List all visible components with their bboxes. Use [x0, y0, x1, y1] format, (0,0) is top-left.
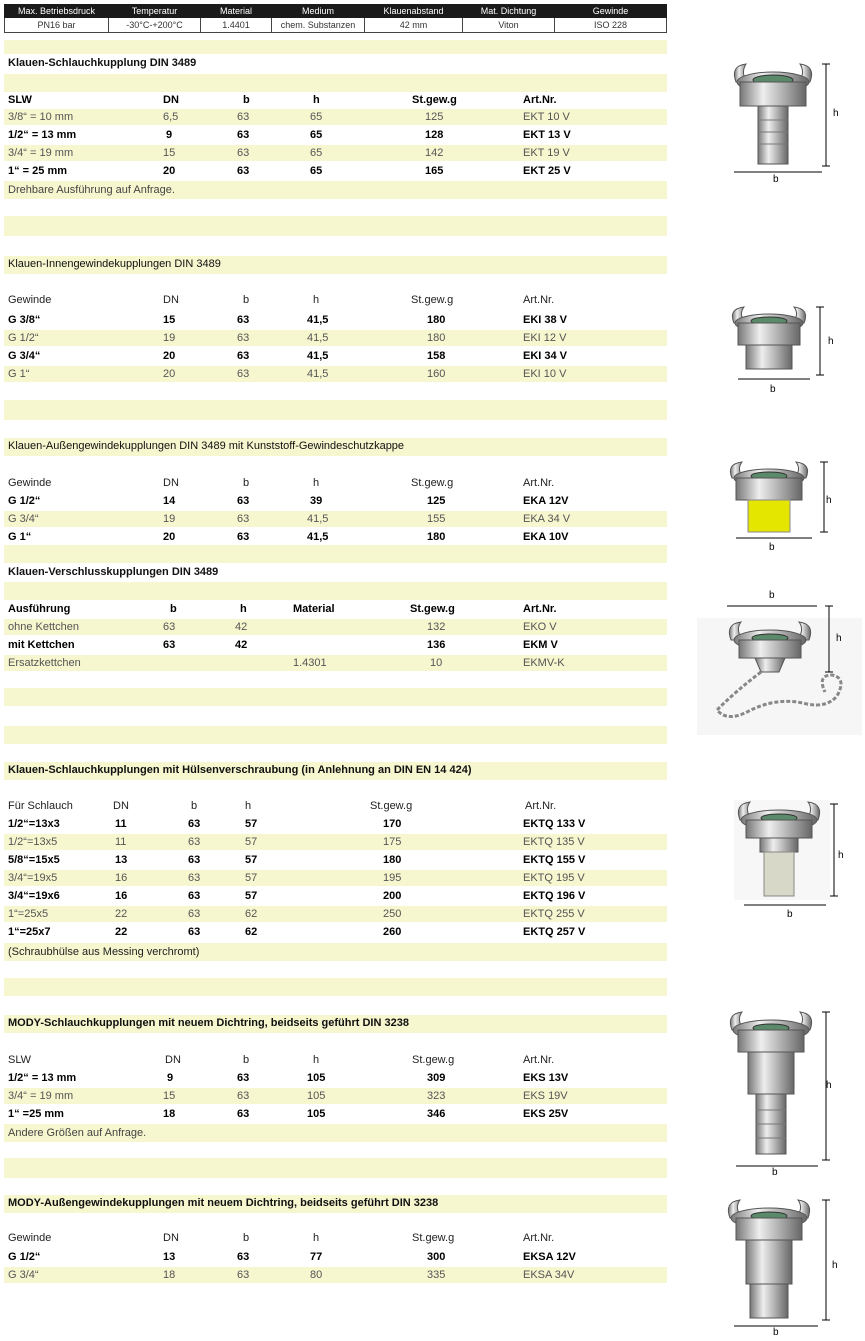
val-pressure: PN16 bar	[5, 18, 109, 33]
header-cell: Gewinde	[8, 294, 52, 306]
cell: 18	[163, 1269, 176, 1281]
header-cell: h	[245, 800, 252, 812]
cell: 1“=25x5	[8, 908, 49, 920]
cell: 158	[427, 350, 446, 362]
col-thread: Gewinde	[555, 5, 667, 18]
cell: 132	[427, 621, 446, 633]
cell: 3/4“ = 19 mm	[8, 147, 74, 159]
section-title: Klauen-Schlauchkupplung DIN 3489	[8, 57, 197, 69]
cell: EKSA 12V	[523, 1251, 576, 1263]
header-cell: SLW	[8, 94, 32, 106]
cell: 136	[427, 639, 446, 651]
cell: 105	[307, 1090, 326, 1102]
header-cell: DN	[163, 1232, 179, 1244]
col-seal-material: Mat. Dichtung	[463, 5, 555, 18]
col-medium: Medium	[272, 5, 365, 18]
header-cell: St.gew.g	[411, 294, 454, 306]
cell: 63	[237, 129, 250, 141]
cell: EKI 34 V	[523, 350, 568, 362]
cell: 300	[427, 1251, 446, 1263]
band	[4, 545, 667, 563]
cell: 160	[427, 368, 446, 380]
cell: 16	[115, 890, 128, 902]
cell: 11	[115, 818, 127, 830]
cell: 9	[167, 1072, 174, 1084]
spec-header-values	[5, 18, 667, 33]
band	[4, 978, 667, 996]
header-cell: b	[243, 1232, 250, 1244]
band	[4, 74, 667, 92]
cell: EKS 13V	[523, 1072, 569, 1084]
cell: 63	[237, 1090, 250, 1102]
cell: EKS 25V	[523, 1108, 569, 1120]
header-cell: DN	[163, 94, 179, 106]
cell: 180	[427, 314, 446, 326]
header-cell: Art.Nr.	[523, 94, 557, 106]
cell: EKMV-K	[523, 657, 565, 669]
cell: 1/2“ = 13 mm	[8, 1072, 77, 1084]
cell: 63	[237, 147, 250, 159]
cell: 65	[310, 165, 323, 177]
section-title: Klauen-Außengewindekupplungen DIN 3489 mit Kunststoff-Gewindeschutzkappe	[8, 440, 405, 452]
cell: 3/4“ = 19 mm	[8, 1090, 74, 1102]
cell: 63	[237, 350, 250, 362]
col-temperature: Temperatur	[109, 5, 201, 18]
cell: 42	[235, 639, 248, 651]
cell: EKTQ 195 V	[523, 872, 585, 884]
cell: 39	[310, 495, 323, 507]
val-material: 1.4401	[201, 18, 272, 33]
height-label: h	[826, 495, 832, 506]
val-temperature: -30°C-+200°C	[109, 18, 201, 33]
cell: 41,5	[307, 350, 329, 362]
cell: EKI 10 V	[523, 368, 567, 380]
header-cell: h	[313, 294, 320, 306]
cell: 105	[307, 1108, 326, 1120]
cell: 200	[383, 890, 402, 902]
band	[4, 1158, 667, 1178]
cell: 63	[237, 1108, 250, 1120]
cell: 62	[245, 926, 258, 938]
cell: 80	[310, 1269, 323, 1281]
section-title: Klauen-Schlauchkupplungen mit Hülsenverschraubung (in Anlehnung an DIN EN 14 424)	[8, 764, 472, 776]
cell: 65	[310, 129, 323, 141]
height-label: h	[826, 1080, 832, 1091]
cell: 180	[383, 854, 402, 866]
cell: 63	[237, 332, 250, 344]
claw-internal-thread-coupling-image	[724, 305, 834, 385]
cell: 1“ = 25 mm	[8, 165, 68, 177]
height-label: h	[832, 1260, 838, 1271]
header-cell: SLW	[8, 1054, 32, 1066]
cell: 15	[163, 1090, 176, 1102]
header-cell: St.gew.g	[411, 477, 454, 489]
cell: 1/2“=13x3	[8, 818, 60, 830]
cell: 57	[245, 890, 258, 902]
header-cell: b	[243, 94, 250, 106]
cell: 20	[163, 165, 176, 177]
header-cell: b	[243, 294, 250, 306]
height-label: h	[838, 850, 844, 861]
cell: 41,5	[307, 513, 329, 525]
cell: 1.4301	[293, 657, 327, 669]
section-note: Andere Größen auf Anfrage.	[8, 1127, 147, 1139]
cell: 3/8“ = 10 mm	[8, 111, 74, 123]
cell: 57	[245, 818, 258, 830]
cell: 155	[427, 513, 446, 525]
cell: 63	[237, 531, 250, 543]
cell: EKO V	[523, 621, 557, 633]
cell: mit Kettchen	[8, 639, 75, 651]
cell: 20	[163, 531, 176, 543]
val-seal-material: Viton	[463, 18, 555, 33]
cell: 63	[163, 621, 176, 633]
cell: EKTQ 133 V	[523, 818, 586, 830]
header-cell: Art.Nr.	[523, 603, 557, 615]
claw-sleeve-coupling-image	[734, 800, 844, 915]
width-label: b	[773, 174, 779, 185]
header-cell: h	[240, 603, 247, 615]
cell: G 1/2“	[8, 332, 39, 344]
cell: EKA 12V	[523, 495, 569, 507]
cell: ohne Kettchen	[8, 621, 79, 633]
col-pressure: Max. Betriebsdruck	[5, 5, 109, 18]
header-cell: b	[170, 603, 177, 615]
cell: 142	[425, 147, 444, 159]
cell: EKI 38 V	[523, 314, 568, 326]
cell: EKSA 34V	[523, 1269, 575, 1281]
cell: 22	[115, 908, 128, 920]
cell: 260	[383, 926, 402, 938]
cell: 128	[425, 129, 444, 141]
cell: EKI 12 V	[523, 332, 567, 344]
header-cell: Material	[293, 603, 335, 615]
header-cell: Art.Nr.	[525, 800, 557, 812]
cell: Ersatzkettchen	[8, 657, 81, 669]
cell: 63	[188, 890, 201, 902]
cell: 57	[245, 872, 258, 884]
cell: 63	[237, 1251, 250, 1263]
spec-header-table	[4, 4, 667, 33]
cell: 19	[163, 513, 176, 525]
cell: EKTQ 196 V	[523, 890, 586, 902]
cell: 11	[115, 836, 127, 848]
cell: 15	[163, 314, 176, 326]
cell: 1“ =25 mm	[8, 1108, 64, 1120]
cell: EKT 13 V	[523, 129, 571, 141]
val-medium: chem. Substanzen	[272, 18, 365, 33]
cell: 63	[188, 926, 201, 938]
band-row	[4, 655, 667, 671]
cell: 63	[188, 908, 201, 920]
header-cell: Gewinde	[8, 477, 52, 489]
width-label: b	[769, 590, 775, 601]
cell: G 1/2“	[8, 495, 41, 507]
cell: G 1“	[8, 368, 30, 380]
cell: 63	[188, 818, 201, 830]
cell: 63	[237, 1269, 250, 1281]
height-label: h	[833, 108, 839, 119]
header-cell: St.gew.g	[412, 1054, 455, 1066]
cell: 42	[235, 621, 248, 633]
cell: 41,5	[307, 314, 329, 326]
section-note: Drehbare Ausführung auf Anfrage.	[8, 184, 175, 196]
band	[4, 400, 667, 420]
header-cell: h	[313, 94, 320, 106]
section-title: Klauen-Innengewindekupplungen DIN 3489	[8, 258, 221, 270]
cell: 57	[245, 836, 258, 848]
header-cell: Art.Nr.	[523, 294, 555, 306]
cell: G 1“	[8, 531, 32, 543]
cell: EKTQ 155 V	[523, 854, 586, 866]
cell: 63	[237, 495, 250, 507]
cell: 250	[383, 908, 402, 920]
val-thread: ISO 228	[555, 18, 667, 33]
cell: 13	[163, 1251, 176, 1263]
band-row	[4, 366, 667, 382]
mody-hose-coupling-image	[726, 1010, 836, 1172]
header-cell: Für Schlauch	[8, 800, 73, 812]
cell: EKTQ 135 V	[523, 836, 585, 848]
band	[4, 40, 667, 54]
cell: 323	[427, 1090, 446, 1102]
cell: 41,5	[307, 531, 329, 543]
width-label: b	[787, 909, 793, 920]
cell: EKM V	[523, 639, 558, 651]
header-cell: St.gew.g	[412, 94, 457, 106]
cell: G 3/4“	[8, 1269, 39, 1281]
cell: G 3/4“	[8, 513, 39, 525]
cell: EKTQ 257 V	[523, 926, 586, 938]
header-cell: b	[191, 800, 198, 812]
cell: 175	[383, 836, 402, 848]
cell: 9	[166, 129, 173, 141]
cell: G 3/4“	[8, 350, 41, 362]
cell: 63	[237, 314, 250, 326]
cell: 170	[383, 818, 402, 830]
band	[4, 688, 667, 706]
width-label: b	[772, 1167, 778, 1178]
header-cell: DN	[163, 477, 179, 489]
cell: 41,5	[307, 332, 329, 344]
cell: 65	[310, 147, 323, 159]
cell: 19	[163, 332, 176, 344]
cell: 62	[245, 908, 258, 920]
cell: 15	[163, 147, 176, 159]
header-cell: St.gew.g	[370, 800, 413, 812]
spec-header-labels	[5, 5, 667, 18]
cell: G 3/8“	[8, 314, 41, 326]
cell: 125	[425, 111, 444, 123]
claw-hose-coupling-image	[718, 60, 848, 190]
cell: 14	[163, 495, 176, 507]
header-cell: DN	[113, 800, 129, 812]
cell: 180	[427, 332, 446, 344]
band	[4, 216, 667, 236]
band	[4, 582, 667, 600]
cell: 22	[115, 926, 128, 938]
cell: 20	[163, 368, 176, 380]
cell: 309	[427, 1072, 446, 1084]
cell: 1“=25x7	[8, 926, 51, 938]
cell: 1/2“ = 13 mm	[8, 129, 77, 141]
cell: 63	[237, 1072, 250, 1084]
cell: EKTQ 255 V	[523, 908, 585, 920]
header-cell: Art.Nr.	[523, 1054, 555, 1066]
cell: 5/8“=15x5	[8, 854, 60, 866]
header-cell: St.gew.g	[410, 603, 455, 615]
cell: 6,5	[163, 111, 179, 123]
band-row	[4, 330, 667, 346]
width-label: b	[769, 542, 775, 553]
header-cell: h	[313, 1054, 320, 1066]
section-title: Klauen-Verschlusskupplungen DIN 3489	[8, 566, 219, 578]
cell: 16	[115, 872, 128, 884]
cell: 57	[245, 854, 258, 866]
cell: 335	[427, 1269, 446, 1281]
mody-external-thread-coupling-image	[724, 1198, 836, 1333]
width-label: b	[770, 384, 776, 395]
height-label: h	[828, 336, 834, 347]
cell: 10	[430, 657, 443, 669]
header-cell: Ausführung	[8, 603, 71, 615]
cell: 63	[237, 513, 250, 525]
cell: 165	[425, 165, 444, 177]
section-title: MODY-Außengewindekupplungen mit neuem Dichtring, beidseits geführt DIN 3238	[8, 1197, 439, 1209]
cell: 20	[163, 350, 176, 362]
cell: 63	[188, 872, 201, 884]
cell: 125	[427, 495, 446, 507]
cell: EKT 10 V	[523, 111, 570, 123]
cell: 3/4“=19x5	[8, 872, 58, 884]
cell: EKA 10V	[523, 531, 569, 543]
header-cell: DN	[165, 1054, 181, 1066]
col-claw-distance: Klauenabstand	[365, 5, 463, 18]
header-cell: DN	[163, 294, 179, 306]
cell: G 1/2“	[8, 1251, 41, 1263]
section-note: (Schraubhülse aus Messing verchromt)	[8, 946, 200, 958]
header-cell: h	[313, 1232, 320, 1244]
header-cell: Art.Nr.	[523, 477, 555, 489]
claw-closure-coupling-image	[697, 600, 862, 735]
cell: EKS 19V	[523, 1090, 568, 1102]
cell: 65	[310, 111, 323, 123]
cell: EKT 25 V	[523, 165, 571, 177]
header-cell: St.gew.g	[412, 1232, 455, 1244]
header-cell: Art.Nr.	[523, 1232, 555, 1244]
cell: EKT 19 V	[523, 147, 570, 159]
cell: 77	[310, 1251, 323, 1263]
cell: 180	[427, 531, 446, 543]
cell: EKA 34 V	[523, 513, 571, 525]
height-label: h	[836, 633, 842, 644]
cell: 195	[383, 872, 402, 884]
cell: 63	[163, 639, 176, 651]
header-cell: Gewinde	[8, 1232, 52, 1244]
band-row	[4, 619, 667, 635]
cell: 63	[237, 111, 250, 123]
header-cell: b	[243, 477, 250, 489]
header-cell: b	[243, 1054, 250, 1066]
cell: 63	[188, 854, 201, 866]
cell: 13	[115, 854, 128, 866]
width-label: b	[773, 1327, 779, 1338]
cell: 105	[307, 1072, 326, 1084]
claw-external-thread-coupling-image	[722, 460, 832, 545]
cell: 41,5	[307, 368, 329, 380]
section-title: MODY-Schlauchkupplungen mit neuem Dichtring, beidseits geführt DIN 3238	[8, 1017, 409, 1029]
band	[4, 726, 667, 744]
header-cell: h	[313, 477, 320, 489]
cell: 3/4“=19x6	[8, 890, 60, 902]
cell: 1/2“=13x5	[8, 836, 58, 848]
col-material: Material	[201, 5, 272, 18]
val-claw-distance: 42 mm	[365, 18, 463, 33]
cell: 63	[237, 165, 250, 177]
cell: 63	[237, 368, 250, 380]
cell: 63	[188, 836, 201, 848]
cell: 346	[427, 1108, 446, 1120]
cell: 18	[163, 1108, 176, 1120]
